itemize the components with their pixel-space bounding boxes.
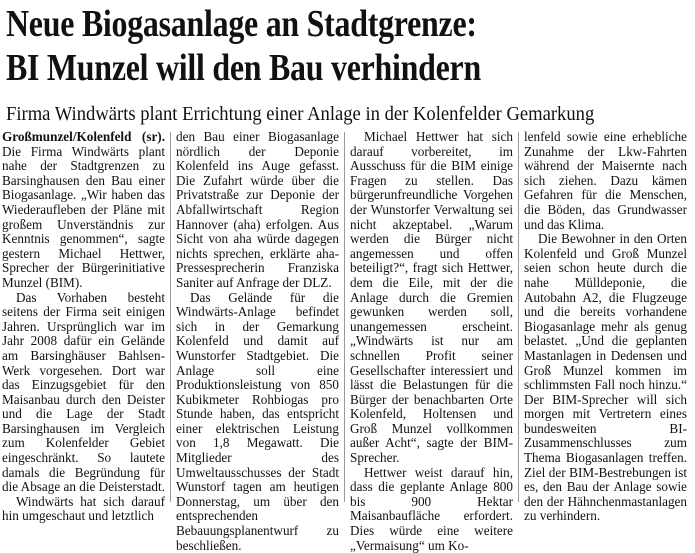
article-column-1: [2, 129, 165, 524]
article-column-4: [524, 129, 687, 524]
paragraph: Michael Hettwer hat sich darauf vorbereitet, im Ausschuss für die BIM einige Fragen zu stellen. Das bürgerunfreundliche Vorgehen der Wunstorfer Verwaltung sei nicht akzeptabel. „Warum werden die Bürger nicht angemessen und offen beteiligt?“, fragt sich Hettwer, dem die Eile, mit der die Anlage durch die Gremien gewunken werden soll, unangemessen erscheint. „Windwärts ist nur am schnellen Profit seiner Gesellschafter interessiert und lässt die Belastungen für die Bürger der benachbarten Orte Kolenfeld, Holtensen und Groß Munzel vollkommen außer Acht“, sagte der BIM-Sprecher.: [350, 129, 513, 466]
headline: [6, 2, 586, 90]
paragraph: Die Bewohner in den Orten Kolenfeld und Groß Munzel seien schon heute durch die nahe Mülldeponie, die Autobahn A2, die Flugzeuge und die bereits vorhandene Biogasanlage mehr als genug belastet. „Und die geplanten Mastanlagen in Dedensen und Groß Munzel kommen im schlimmsten Fall noch hinzu.“ Der BIM-Sprecher will sich morgen mit Vertretern eines bundesweiten BI-Zusammenschlusses zum Thema Biogasanlagen treffen. Ziel der BIM-Bestrebungen ist es, den Bau der Anlage sowie den der Hähnchenmastanlagen zu verhindern.: [524, 231, 687, 524]
paragraph: Das Vorhaben besteht seitens der Firma seit einigen Jahren. Ursprünglich war im Jahr 2008 dafür ein Gelände am Barsinghäuser Bahlsen-Werk vorgesehen. Dort war das Einzugsgebiet für den Maisanbau durch den Deister und die Lage der Stadt Barsinghausen im Vergleich zum Kolenfelder Gebiet eingeschränkt. So lautete damals die Begründung für die Absage an die Deisterstadt.: [2, 289, 165, 495]
paragraph: Windwärts hat sich darauf hin umgeschaut und letztlich: [2, 493, 165, 524]
article-columns: [0, 129, 695, 553]
subheadline: Firma Windwärts plant Errichtung einer Anlage in der Kolenfelder Gemarkung: [6, 103, 595, 125]
paragraph: Hettwer weist darauf hin, dass die geplante Anlage 800 bis 900 Hektar Maisanbaufläche erfordert. Dies würde eine weitere „Vermaisung“ um Ko-: [350, 464, 513, 553]
article-column-2: [176, 129, 339, 553]
paragraph: den Bau einer Biogasanlage nördlich der Deponie Kolenfeld ins Auge gefasst. Die Zufahrt würde über die Privatstraße zur Deponie der Abfallwirtschaft Region Hannover (aha) erfolgen. Aus Sicht von aha würde dagegen nichts sprechen, erklärte aha-Pressesprecherin Franziska Saniter auf Anfrage der DLZ.: [176, 129, 339, 290]
dateline: Großmunzel/Kolenfeld (sr).: [2, 129, 165, 144]
headline-line-2: BI Munzel will den Bau verhindern: [6, 47, 481, 89]
headline-line-1: Neue Biogasanlage an Stadtgrenze:: [6, 3, 477, 45]
article-column-3: [350, 129, 513, 553]
paragraph-text: Die Firma Windwärts plant nahe der Stadtgrenzen zu Barsinghausen den Bau einer Biogasanlage. „Wir haben das Wiederaufleben der Pläne mit großem Unverständnis zur Kenntnis genommen“, sagte gestern Michael Hettwer, Sprecher der Bürgerinitiative Munzel (BIM).: [2, 143, 165, 290]
column-divider: [170, 132, 171, 502]
column-divider: [344, 132, 345, 502]
paragraph: Das Gelände für die Windwärts-Anlage befindet sich in der Gemarkung Kolenfeld und damit auf Wunstorfer Stadtgebiet. Die Anlage soll eine Produktionsleistung von 850 Kubikmeter Rohbiogas pro Stunde haben, das entspricht einer elektrischen Leistung von 1,8 Megawatt. Die Mitglieder des Umweltausschusses der Stadt Wunstorf tagen am heutigen Donnerstag, um über den entsprechenden Bebauungsplanentwurf zu beschließen.: [176, 289, 339, 553]
column-divider: [518, 132, 519, 502]
paragraph: [2, 130, 165, 291]
paragraph: lenfeld sowie eine erhebliche Zunahme der Lkw-Fahrten während der Maisernte nach sich ziehen. Dazu kämen Gefahren für die Menschen, die Böden, das Grundwasser und das Klima.: [524, 129, 687, 232]
